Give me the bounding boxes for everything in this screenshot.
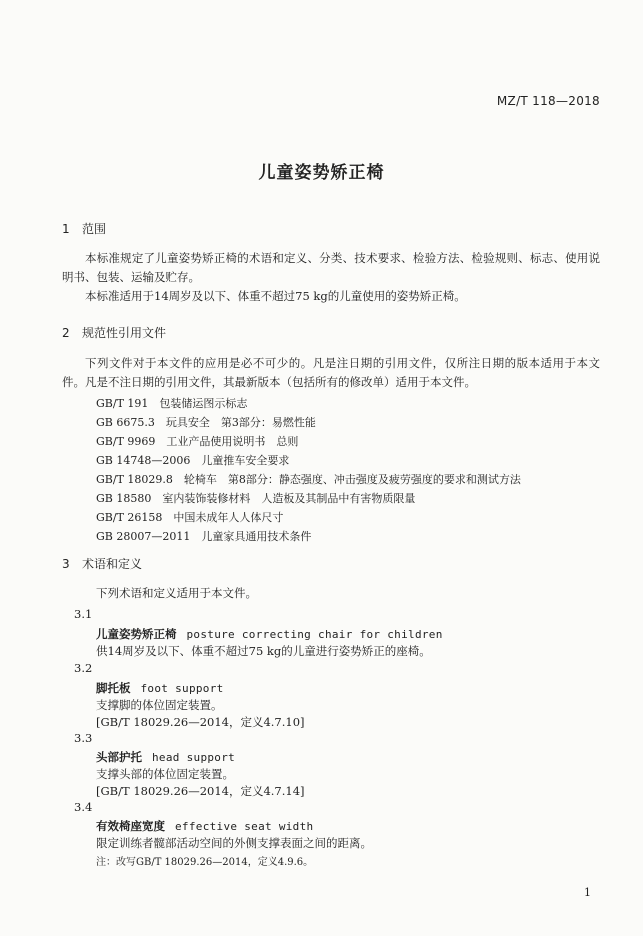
term-definition: 支撑头部的体位固定装置。 (96, 767, 234, 781)
section-number: 1 (62, 222, 70, 236)
standard-code: MZ/T 118—2018 (496, 94, 600, 108)
term-chinese-name: 有效椅座宽度 (96, 819, 165, 833)
term-definition: 支撑脚的体位固定装置。 (96, 698, 223, 712)
term-note: 注：改写GB/T 18029.26—2014，定义4.9.6。 (96, 857, 314, 868)
reference-item: GB/T 191 包装储运图示标志 (96, 397, 248, 410)
section-3-heading (62, 555, 142, 572)
term-definition: 供14周岁及以下、体重不超过75 kg的儿童进行姿势矫正的座椅。 (96, 644, 431, 658)
document-title: 儿童姿势矫正椅 (258, 163, 385, 183)
reference-item: GB/T 26158 中国未成年人人体尺寸 (96, 511, 284, 524)
term-number: 3.4 (74, 800, 93, 814)
section-title: 术语和定义 (82, 557, 143, 571)
term-english-name: foot support (140, 682, 224, 695)
term-number: 3.2 (74, 661, 93, 675)
normative-intro: 下列文件对于本文件的应用是必不可少的。凡是注日期的引用文件，仅所注日期的版本适用于本文件。凡是不注日期的引用文件，其最新版本（包括所有的修改单）适用于本文件。 (62, 356, 600, 389)
terms-intro: 下列术语和定义适用于本文件。 (96, 586, 257, 600)
term-source: [GB/T 18029.26—2014，定义4.7.14] (96, 784, 305, 798)
term-heading (96, 818, 313, 834)
section-number: 2 (62, 326, 70, 340)
section-title: 规范性引用文件 (82, 326, 167, 340)
scope-paragraph-2: 本标准适用于14周岁及以下、体重不超过75 kg的儿童使用的姿势矫正椅。 (85, 289, 466, 303)
term-english-name: effective seat width (175, 820, 314, 833)
reference-item: GB 14748—2006 儿童推车安全要求 (96, 454, 290, 467)
reference-item: GB/T 9969 工业产品使用说明书 总则 (96, 435, 299, 448)
page-number: 1 (584, 886, 591, 899)
term-heading (96, 749, 235, 765)
term-heading (96, 680, 224, 696)
section-title: 范围 (82, 222, 107, 236)
term-english-name: posture correcting chair for children (186, 628, 443, 641)
term-heading (96, 626, 443, 642)
term-number: 3.3 (74, 731, 93, 745)
reference-item: GB 18580 室内装饰装修材料 人造板及其制品中有害物质限量 (96, 492, 416, 505)
term-number: 3.1 (74, 607, 93, 621)
reference-item: GB 28007—2011 儿童家具通用技术条件 (96, 530, 312, 543)
term-source: [GB/T 18029.26—2014，定义4.7.10] (96, 715, 305, 729)
reference-item: GB 6675.3 玩具安全 第3部分：易燃性能 (96, 416, 316, 429)
term-chinese-name: 脚托板 (96, 681, 131, 695)
scope-paragraph-1: 本标准规定了儿童姿势矫正椅的术语和定义、分类、技术要求、检验方法、检验规则、标志、使用说明书、包装、运输及贮存。 (62, 251, 600, 284)
section-2-heading (62, 324, 166, 341)
reference-item: GB/T 18029.8 轮椅车 第8部分：静态强度、冲击强度及疲劳强度的要求和测试方法 (96, 473, 521, 486)
section-number: 3 (62, 557, 70, 571)
term-chinese-name: 儿童姿势矫正椅 (96, 627, 177, 641)
term-english-name: head support (152, 751, 236, 764)
section-1-heading (62, 220, 106, 237)
term-chinese-name: 头部护托 (96, 750, 142, 764)
term-definition: 限定训练者髋部活动空间的外侧支撑表面之间的距离。 (96, 836, 372, 850)
